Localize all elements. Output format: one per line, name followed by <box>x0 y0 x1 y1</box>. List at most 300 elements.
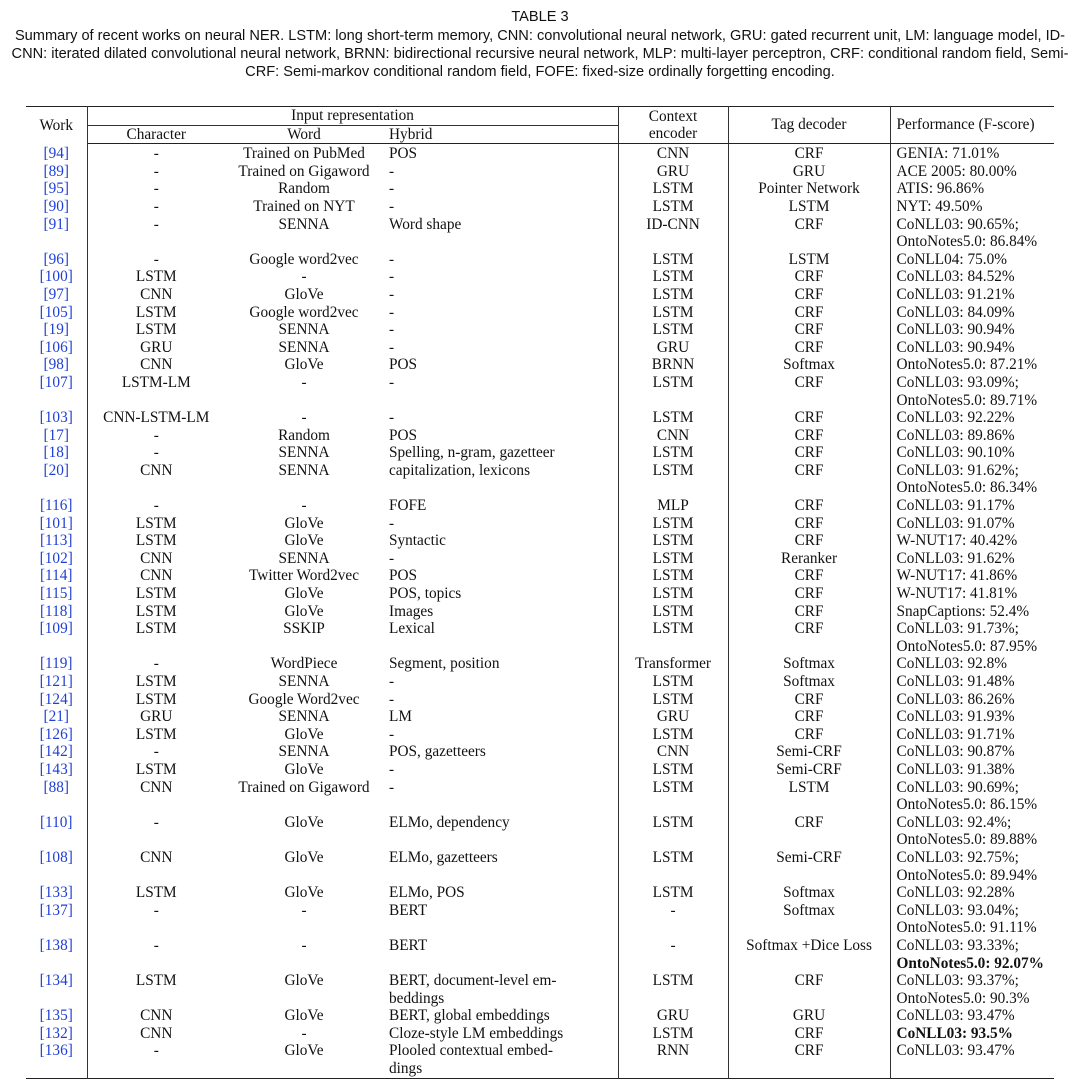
cell-context-encoder: BRNN <box>618 356 728 374</box>
reference-link[interactable]: [102] <box>39 549 73 567</box>
cell-hybrid: BERT, global embeddings <box>383 1007 618 1025</box>
cell-character: - <box>153 180 159 198</box>
cell-tag-decoder: GRU <box>728 1007 890 1025</box>
reference-link[interactable]: [95] <box>43 180 69 198</box>
cell-performance <box>890 550 1054 568</box>
cell-word: GloVe <box>284 585 324 603</box>
cell-tag-decoder: LSTM <box>728 198 890 216</box>
cell-hybrid: POS, gazetteers <box>383 743 618 761</box>
cell-character: CNN <box>140 356 173 374</box>
performance-line: CoNLL03: 93.5% <box>896 1024 1013 1042</box>
cell-word: - <box>301 901 307 919</box>
cell-hybrid: Cloze-style LM embeddings <box>383 1025 618 1043</box>
cell-work <box>26 462 87 497</box>
reference-link[interactable]: [118] <box>39 602 73 620</box>
reference-link[interactable]: [108] <box>39 848 73 866</box>
cell-character: CNN <box>140 549 173 567</box>
cell-tag-decoder: Pointer Network <box>728 180 890 198</box>
cell-word: Random <box>278 426 330 444</box>
cell-performance <box>890 884 1054 902</box>
performance-line: W-NUT17: 41.86% <box>896 567 1018 585</box>
cell-character: LSTM <box>135 532 177 550</box>
cell-performance <box>890 497 1054 515</box>
cell-work <box>26 163 87 181</box>
performance-line: OntoNotes5.0: 89.88% <box>896 831 1038 849</box>
performance-line: CoNLL03: 90.94% <box>896 321 1015 339</box>
cell-tag-decoder: CRF <box>728 321 890 339</box>
reference-link[interactable]: [101] <box>39 514 73 532</box>
cell-performance <box>890 603 1054 621</box>
reference-link[interactable]: [138] <box>39 936 73 954</box>
reference-link[interactable]: [135] <box>39 1007 73 1025</box>
cell-tag-decoder: GRU <box>728 163 890 181</box>
reference-link[interactable]: [21] <box>43 708 69 726</box>
cell-context-encoder: LSTM <box>618 321 728 339</box>
cell-character: CNN <box>140 848 173 866</box>
reference-link[interactable]: [109] <box>39 620 73 638</box>
cell-context-encoder: Transformer <box>618 655 728 673</box>
cell-context-encoder: LSTM <box>618 268 728 286</box>
table-row <box>26 339 1054 357</box>
reference-link[interactable]: [17] <box>43 426 69 444</box>
cell-performance <box>890 567 1054 585</box>
cell-work <box>26 567 87 585</box>
reference-link[interactable]: [116] <box>39 497 73 515</box>
cell-hybrid: - <box>383 515 618 533</box>
cell-hybrid: POS <box>383 427 618 445</box>
reference-link[interactable]: [133] <box>39 884 73 902</box>
cell-work <box>26 673 87 691</box>
cell-context-encoder: LSTM <box>618 462 728 497</box>
reference-link[interactable]: [96] <box>43 250 69 268</box>
cell-word: SENNA <box>278 461 330 479</box>
cell-word: Trained on NYT <box>253 197 355 215</box>
cell-context-encoder: CNN <box>618 144 728 163</box>
cell-context-encoder: LSTM <box>618 550 728 568</box>
cell-performance <box>890 743 1054 761</box>
performance-line: OntoNotes5.0: 91.11% <box>896 919 1037 937</box>
cell-character: CNN <box>140 461 173 479</box>
cell-work <box>26 708 87 726</box>
cell-hybrid: - <box>383 321 618 339</box>
cell-context-encoder: LSTM <box>618 779 728 814</box>
performance-line: ACE 2005: 80.00% <box>896 162 1017 180</box>
reference-link[interactable]: [107] <box>39 373 73 391</box>
cell-context-encoder: GRU <box>618 708 728 726</box>
cell-work <box>26 726 87 744</box>
performance-line: CoNLL03: 90.87% <box>896 743 1015 761</box>
cell-work <box>26 268 87 286</box>
cell-context-encoder: LSTM <box>618 814 728 849</box>
cell-context-encoder: LSTM <box>618 286 728 304</box>
reference-link[interactable]: [89] <box>43 162 69 180</box>
cell-hybrid: - <box>383 180 618 198</box>
cell-context-encoder: ID-CNN <box>618 216 728 251</box>
table-row <box>26 779 1054 814</box>
cell-performance <box>890 251 1054 269</box>
cell-hybrid: Images <box>383 603 618 621</box>
performance-line: OntoNotes5.0: 89.71% <box>896 391 1038 409</box>
cell-work <box>26 321 87 339</box>
cell-hybrid: - <box>383 691 618 709</box>
cell-character: LSTM <box>135 690 177 708</box>
cell-word: GloVe <box>284 1007 324 1025</box>
cell-hybrid: - <box>383 779 618 814</box>
cell-hybrid: Word shape <box>383 216 618 251</box>
table-row <box>26 321 1054 339</box>
table-row <box>26 708 1054 726</box>
cell-context-encoder: LSTM <box>618 374 728 409</box>
cell-tag-decoder: Semi-CRF <box>728 849 890 884</box>
performance-line: CoNLL03: 91.48% <box>896 673 1015 690</box>
cell-word: - <box>301 497 307 515</box>
cell-work <box>26 286 87 304</box>
cell-work <box>26 356 87 374</box>
cell-work <box>26 180 87 198</box>
cell-character: LSTM <box>135 321 177 339</box>
performance-line: CoNLL03: 90.10% <box>896 444 1015 462</box>
table-row <box>26 1042 1054 1078</box>
reference-link[interactable]: [119] <box>39 655 73 673</box>
cell-performance <box>890 304 1054 322</box>
cell-hybrid <box>383 972 618 1007</box>
cell-word: SENNA <box>278 743 330 761</box>
cell-tag-decoder: CRF <box>728 304 890 322</box>
cell-work <box>26 603 87 621</box>
reference-link[interactable]: [105] <box>39 303 73 321</box>
performance-line: W-NUT17: 40.42% <box>896 532 1018 550</box>
cell-context-encoder: LSTM <box>618 585 728 603</box>
cell-performance <box>890 937 1054 972</box>
performance-line: SnapCaptions: 52.4% <box>896 602 1030 620</box>
reference-link[interactable]: [136] <box>39 1042 73 1060</box>
cell-tag-decoder: Semi-CRF <box>728 761 890 779</box>
reference-link[interactable]: [20] <box>43 461 69 479</box>
cell-context-encoder: RNN <box>618 1042 728 1078</box>
reference-link[interactable]: [19] <box>43 321 69 339</box>
cell-work <box>26 216 87 251</box>
cell-performance <box>890 1007 1054 1025</box>
reference-link[interactable]: [121] <box>39 673 73 690</box>
reference-link[interactable]: [88] <box>43 778 69 796</box>
cell-tag-decoder: Semi-CRF <box>728 743 890 761</box>
cell-character: - <box>153 901 159 919</box>
cell-context-encoder: LSTM <box>618 691 728 709</box>
cell-word: GloVe <box>284 285 324 303</box>
table-row <box>26 972 1054 1007</box>
cell-work <box>26 1042 87 1078</box>
cell-performance <box>890 321 1054 339</box>
cell-performance <box>890 902 1054 937</box>
cell-word: Google word2vec <box>249 303 359 321</box>
cell-performance <box>890 409 1054 427</box>
cell-character: - <box>153 813 159 831</box>
performance-line: W-NUT17: 41.81% <box>896 585 1018 603</box>
cell-performance <box>890 1042 1054 1078</box>
cell-tag-decoder: Softmax +Dice Loss <box>728 937 890 972</box>
table-row <box>26 198 1054 216</box>
cell-context-encoder: LSTM <box>618 444 728 462</box>
cell-context-encoder: LSTM <box>618 198 728 216</box>
cell-hybrid: LM <box>383 708 618 726</box>
performance-line: CoNLL03: 93.09%; <box>896 373 1019 391</box>
cell-tag-decoder: CRF <box>728 286 890 304</box>
table-row <box>26 144 1054 163</box>
cell-hybrid-line: BERT, document-level em- <box>389 972 557 990</box>
table-row <box>26 216 1054 251</box>
performance-line: CoNLL03: 93.33%; <box>896 936 1019 954</box>
cell-character: LSTM <box>135 602 177 620</box>
table-row <box>26 1007 1054 1025</box>
cell-hybrid: Syntactic <box>383 532 618 550</box>
cell-performance <box>890 286 1054 304</box>
reference-link[interactable]: [137] <box>39 901 73 919</box>
cell-performance <box>890 708 1054 726</box>
performance-line: CoNLL03: 93.47% <box>896 1007 1015 1025</box>
reference-link[interactable]: [90] <box>43 197 69 215</box>
cell-word: Trained on Gigaword <box>238 162 370 180</box>
performance-line: CoNLL03: 92.4%; <box>896 813 1012 831</box>
cell-context-encoder: CNN <box>618 743 728 761</box>
cell-work <box>26 251 87 269</box>
cell-tag-decoder: CRF <box>728 144 890 163</box>
cell-context-encoder: LSTM <box>618 180 728 198</box>
cell-performance <box>890 462 1054 497</box>
reference-link[interactable]: [113] <box>39 532 73 550</box>
cell-work <box>26 691 87 709</box>
cell-performance <box>890 216 1054 251</box>
cell-work <box>26 339 87 357</box>
cell-tag-decoder: CRF <box>728 585 890 603</box>
reference-link[interactable]: [97] <box>43 285 69 303</box>
cell-performance <box>890 180 1054 198</box>
cell-word: Trained on Gigaword <box>238 778 370 796</box>
header-context-encoder-line2: encoder <box>648 125 698 143</box>
cell-hybrid-line: Plooled contextual embed- <box>389 1042 553 1060</box>
header-performance: Performance (F-score) <box>890 107 1054 144</box>
table-row <box>26 444 1054 462</box>
table-row <box>26 743 1054 761</box>
table-row <box>26 761 1054 779</box>
cell-word: SENNA <box>278 444 330 462</box>
cell-hybrid: FOFE <box>383 497 618 515</box>
cell-hybrid: ELMo, gazetteers <box>383 849 618 884</box>
table-row <box>26 304 1054 322</box>
cell-character: LSTM <box>135 303 177 321</box>
cell-context-encoder: GRU <box>618 339 728 357</box>
cell-hybrid: - <box>383 761 618 779</box>
cell-tag-decoder: CRF <box>728 603 890 621</box>
cell-word: Trained on PubMed <box>243 145 365 163</box>
performance-line: CoNLL03: 84.09% <box>896 303 1015 321</box>
cell-tag-decoder: CRF <box>728 497 890 515</box>
reference-link[interactable]: [134] <box>39 972 73 990</box>
reference-link[interactable]: [115] <box>39 585 73 603</box>
reference-link[interactable]: [126] <box>39 725 73 743</box>
header-input-representation: Input representation <box>87 107 618 126</box>
cell-work <box>26 814 87 849</box>
table-body <box>26 144 1054 1078</box>
table-row <box>26 726 1054 744</box>
performance-line: CoNLL03: 90.94% <box>896 338 1015 356</box>
cell-word: SENNA <box>278 321 330 339</box>
performance-line: OntoNotes5.0: 86.84% <box>896 233 1038 251</box>
cell-tag-decoder: Softmax <box>728 673 890 691</box>
cell-performance <box>890 814 1054 849</box>
performance-line: CoNLL03: 84.52% <box>896 268 1015 286</box>
reference-link[interactable]: [106] <box>39 338 73 356</box>
cell-tag-decoder: CRF <box>728 691 890 709</box>
cell-character: - <box>153 145 159 163</box>
cell-hybrid: POS <box>383 567 618 585</box>
cell-work <box>26 655 87 673</box>
cell-work <box>26 304 87 322</box>
cell-context-encoder: LSTM <box>618 532 728 550</box>
cell-character: - <box>153 162 159 180</box>
cell-work <box>26 585 87 603</box>
cell-tag-decoder: Softmax <box>728 884 890 902</box>
reference-link[interactable]: [18] <box>43 444 69 462</box>
cell-performance <box>890 515 1054 533</box>
table-row <box>26 409 1054 427</box>
header-hybrid: Hybrid <box>383 125 618 144</box>
table-row <box>26 814 1054 849</box>
table-row <box>26 356 1054 374</box>
cell-word: GloVe <box>284 760 324 778</box>
cell-performance <box>890 532 1054 550</box>
table-row <box>26 1025 1054 1043</box>
cell-hybrid: BERT <box>383 937 618 972</box>
cell-tag-decoder: CRF <box>728 409 890 427</box>
performance-line: CoNLL03: 92.28% <box>896 884 1015 902</box>
cell-word: GloVe <box>284 1042 324 1060</box>
cell-work <box>26 497 87 515</box>
cell-hybrid: - <box>383 304 618 322</box>
cell-character: CNN-LSTM-LM <box>103 409 210 427</box>
cell-character: LSTM <box>135 760 177 778</box>
table-row <box>26 286 1054 304</box>
performance-line: CoNLL03: 91.62% <box>896 549 1015 567</box>
reference-link[interactable]: [98] <box>43 356 69 374</box>
cell-performance <box>890 761 1054 779</box>
cell-character: CNN <box>140 778 173 796</box>
cell-word: GloVe <box>284 972 324 990</box>
cell-tag-decoder: CRF <box>728 444 890 462</box>
cell-character: - <box>153 1042 159 1060</box>
performance-line: NYT: 49.50% <box>896 197 983 215</box>
reference-link[interactable]: [91] <box>43 215 69 233</box>
table-row <box>26 620 1054 655</box>
reference-link[interactable]: [114] <box>39 567 73 585</box>
cell-context-encoder: - <box>618 902 728 937</box>
reference-link[interactable]: [100] <box>39 268 73 286</box>
cell-tag-decoder: CRF <box>728 339 890 357</box>
header-character: Character <box>87 125 225 144</box>
cell-context-encoder: LSTM <box>618 849 728 884</box>
cell-hybrid: POS, topics <box>383 585 618 603</box>
cell-context-encoder: GRU <box>618 163 728 181</box>
cell-tag-decoder: Reranker <box>728 550 890 568</box>
cell-tag-decoder: CRF <box>728 814 890 849</box>
cell-performance <box>890 356 1054 374</box>
performance-line: CoNLL03: 91.71% <box>896 725 1015 743</box>
cell-performance <box>890 620 1054 655</box>
reference-link[interactable]: [143] <box>39 760 73 778</box>
cell-context-encoder: LSTM <box>618 1025 728 1043</box>
reference-link[interactable]: [103] <box>39 409 73 427</box>
performance-line: CoNLL03: 92.22% <box>896 409 1015 427</box>
cell-word: Twitter Word2vec <box>249 567 359 585</box>
cell-context-encoder: LSTM <box>618 409 728 427</box>
cell-word: - <box>301 936 307 954</box>
cell-work <box>26 779 87 814</box>
performance-line: CoNLL03: 89.86% <box>896 426 1015 444</box>
cell-word: GloVe <box>284 532 324 550</box>
cell-hybrid: ELMo, dependency <box>383 814 618 849</box>
performance-line: CoNLL03: 92.75%; <box>896 848 1019 866</box>
table-row <box>26 163 1054 181</box>
cell-word: SENNA <box>278 673 330 690</box>
cell-work <box>26 937 87 972</box>
cell-hybrid: - <box>383 550 618 568</box>
cell-tag-decoder: LSTM <box>728 251 890 269</box>
reference-link[interactable]: [132] <box>39 1024 73 1042</box>
cell-word: - <box>301 373 307 391</box>
cell-tag-decoder: CRF <box>728 462 890 497</box>
cell-context-encoder: LSTM <box>618 251 728 269</box>
header-tag-decoder: Tag decoder <box>728 107 890 144</box>
caption-text: Summary of recent works on neural NER. LSTM: long short-term memory, CNN: convolutional neural network, GRU: gated recurrent unit, LM: language model, ID-CNN: iterated dilated convolutional neural network, BRNN: bidirectional recursive neural network, MLP: multi-layer perceptron, CRF: conditional random field, Semi-CRF: Semi-markov conditional random field, FOFE: fixed-size ordinally forgetting encoding. <box>11 28 1069 80</box>
table-row <box>26 655 1054 673</box>
cell-word: SENNA <box>278 215 330 233</box>
cell-work <box>26 884 87 902</box>
table-row <box>26 515 1054 533</box>
cell-performance <box>890 691 1054 709</box>
cell-performance <box>890 427 1054 445</box>
reference-link[interactable]: [110] <box>39 813 73 831</box>
cell-performance <box>890 163 1054 181</box>
cell-word: Google word2vec <box>249 250 359 268</box>
cell-tag-decoder: CRF <box>728 216 890 251</box>
cell-performance <box>890 444 1054 462</box>
cell-tag-decoder: CRF <box>728 708 890 726</box>
cell-character: LSTM <box>135 972 177 990</box>
cell-hybrid: capitalization, lexicons <box>383 462 618 497</box>
reference-link[interactable]: [142] <box>39 743 73 761</box>
cell-character: LSTM-LM <box>121 373 191 391</box>
cell-work <box>26 198 87 216</box>
performance-line: CoNLL03: 93.47% <box>896 1042 1015 1060</box>
cell-tag-decoder: CRF <box>728 427 890 445</box>
reference-link[interactable]: [124] <box>39 690 73 708</box>
cell-hybrid-line: beddings <box>389 989 445 1007</box>
cell-hybrid: BERT <box>383 902 618 937</box>
table-row <box>26 180 1054 198</box>
cell-work <box>26 972 87 1007</box>
cell-character: GRU <box>140 338 173 356</box>
cell-tag-decoder: CRF <box>728 972 890 1007</box>
performance-line: CoNLL03: 90.65%; <box>896 215 1019 233</box>
table-header <box>26 107 1054 144</box>
cell-tag-decoder: Softmax <box>728 655 890 673</box>
cell-work <box>26 620 87 655</box>
reference-link[interactable]: [94] <box>43 144 69 162</box>
performance-line: CoNLL04: 75.0% <box>896 250 1008 268</box>
performance-line: CoNLL03: 91.17% <box>896 497 1015 515</box>
cell-context-encoder: LSTM <box>618 620 728 655</box>
cell-character: - <box>153 497 159 515</box>
cell-tag-decoder: CRF <box>728 567 890 585</box>
